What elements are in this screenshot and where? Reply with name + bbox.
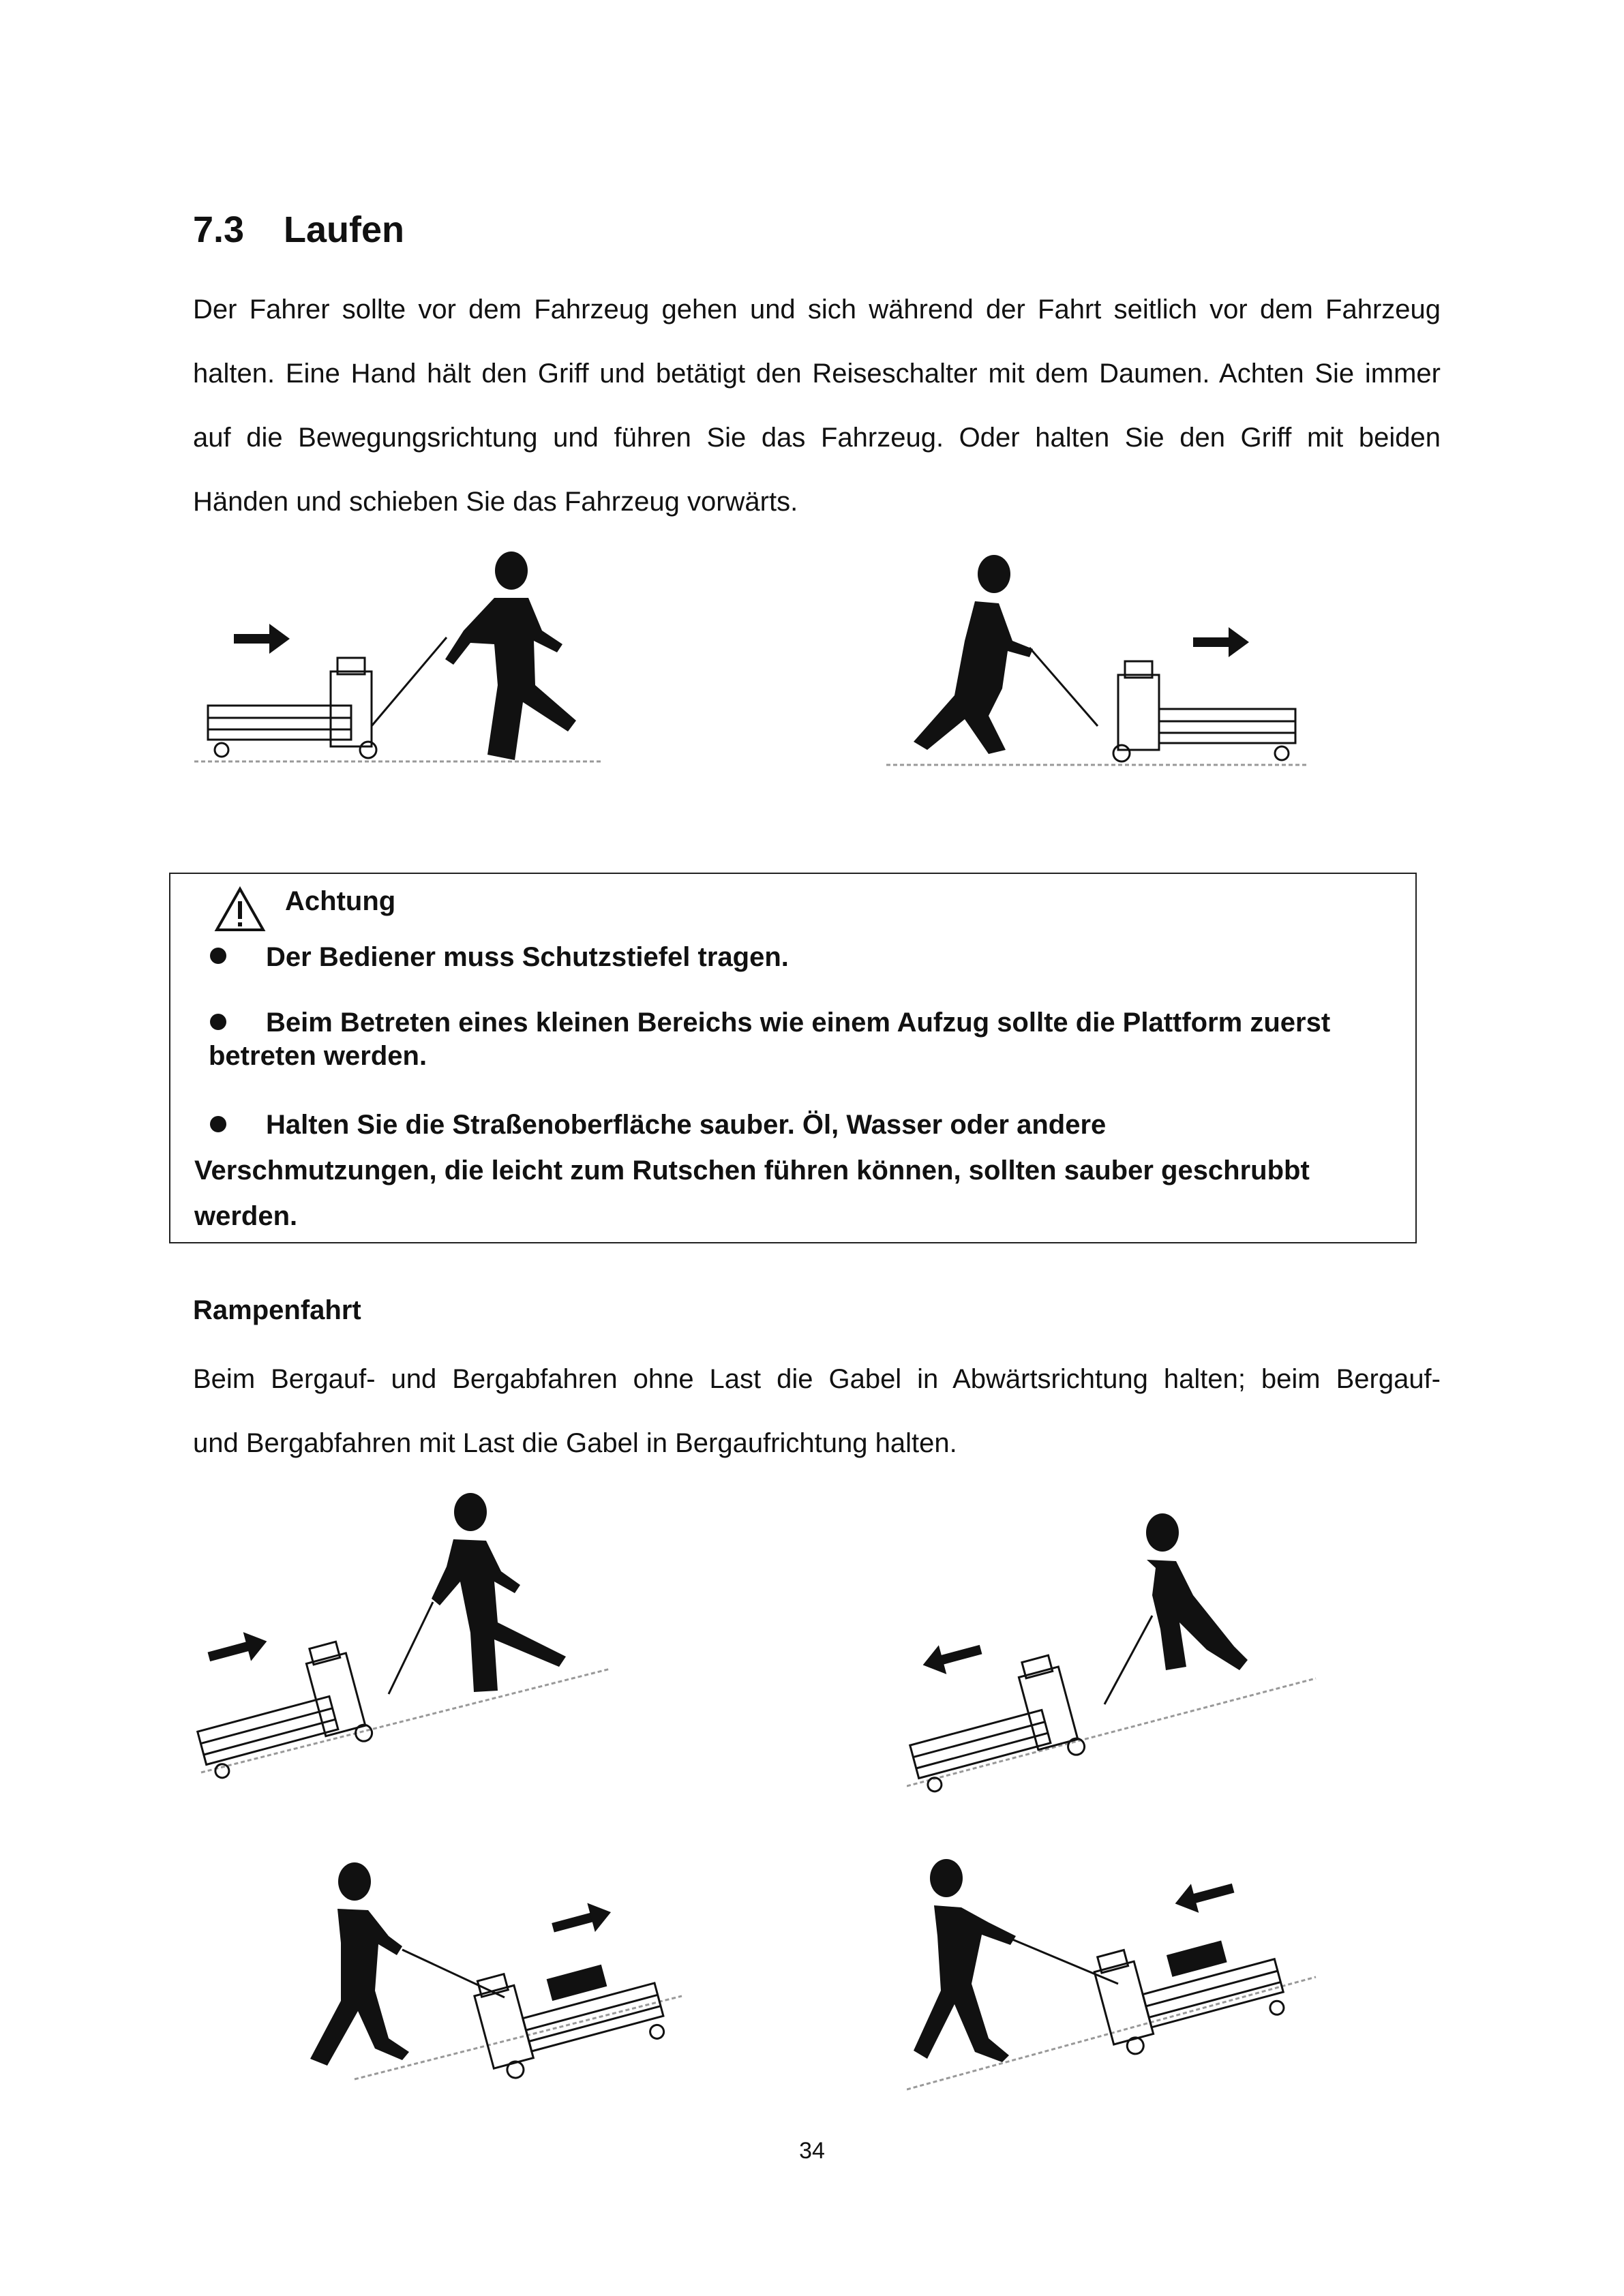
walking-figure-left <box>194 542 617 774</box>
warning-item-continued: werden. <box>194 1201 298 1231</box>
ramp-figure-uphill-no-load <box>194 1486 624 1786</box>
ramp-paragraph <box>193 1347 1441 1475</box>
warning-item-continued: Verschmutzungen, die leicht zum Rutschen führen können, sollten sauber geschrubbt <box>194 1155 1310 1185</box>
walking-person-icon <box>310 1862 409 2066</box>
pallet-truck-icon <box>1091 1913 1289 2059</box>
page-number: 34 <box>799 2138 825 2164</box>
warning-triangle-icon <box>214 886 266 933</box>
pallet-truck-icon <box>208 637 447 758</box>
walking-person-icon <box>1146 1513 1248 1670</box>
arrow-left-icon <box>1171 1873 1237 1918</box>
pallet-truck-icon <box>907 1652 1086 1796</box>
warning-box <box>169 873 1417 1243</box>
ramp-figure-uphill-with-load <box>300 1854 695 2086</box>
arrow-upright-icon <box>205 1627 271 1671</box>
walking-person-icon <box>914 1859 1016 2062</box>
intro-line: Händen und schieben Sie das Fahrzeug vorwärts. <box>193 487 798 517</box>
warning-title: Achtung <box>285 886 396 916</box>
ramp-line: Beim Bergauf- und Bergabfahren ohne Last die Gabel in Abwärtsrichtung halten; beim Bergauf- <box>193 1364 1441 1394</box>
arrow-right-icon <box>234 624 290 654</box>
intro-line: halten. Eine Hand hält den Griff und betätigt den Reiseschalter mit dem Daumen. Achten Sie immer <box>193 359 1441 389</box>
arrow-left-icon <box>919 1635 984 1679</box>
section-title: Laufen <box>284 209 405 250</box>
pallet-truck-icon <box>194 1639 374 1783</box>
walking-person-icon <box>432 1493 566 1692</box>
intro-line: auf die Bewegungsrichtung und führen Sie das Fahrzeug. Oder halten Sie den Griff mit beiden <box>193 423 1441 453</box>
intro-paragraph <box>193 277 1441 534</box>
warning-item: Beim Betreten eines kleinen Bereichs wie einem Aufzug sollte die Plattform zuerst <box>266 1008 1331 1038</box>
warning-item-continued: betreten werden. <box>209 1041 427 1071</box>
arrow-right-icon <box>1193 627 1249 657</box>
ramp-figure-downhill-with-load <box>907 1854 1329 2100</box>
pallet-truck-icon <box>471 1937 669 2083</box>
pallet-truck-icon <box>1029 648 1295 761</box>
bullet-icon <box>210 1116 226 1132</box>
ramp-line: und Bergabfahren mit Last die Gabel in Bergaufrichtung halten. <box>193 1428 957 1458</box>
walking-person-icon <box>914 555 1033 754</box>
walking-figure-right <box>886 545 1323 777</box>
arrow-upright-icon <box>549 1898 614 1942</box>
section-heading <box>193 209 404 251</box>
section-number: 7.3 <box>193 209 245 250</box>
bullet-icon <box>210 948 226 964</box>
bullet-icon <box>210 1014 226 1030</box>
intro-line: Der Fahrer sollte vor dem Fahrzeug gehen und sich während der Fahrt seitlich vor dem Fahrzeug <box>193 294 1441 324</box>
walking-person-icon <box>445 552 576 760</box>
warning-item: Der Bediener muss Schutzstiefel tragen. <box>266 942 789 972</box>
warning-item: Halten Sie die Straßenoberfläche sauber. Öl, Wasser oder andere <box>266 1110 1107 1140</box>
ramp-figure-downhill-no-load <box>907 1500 1329 1800</box>
ramp-heading: Rampenfahrt <box>193 1295 361 1325</box>
